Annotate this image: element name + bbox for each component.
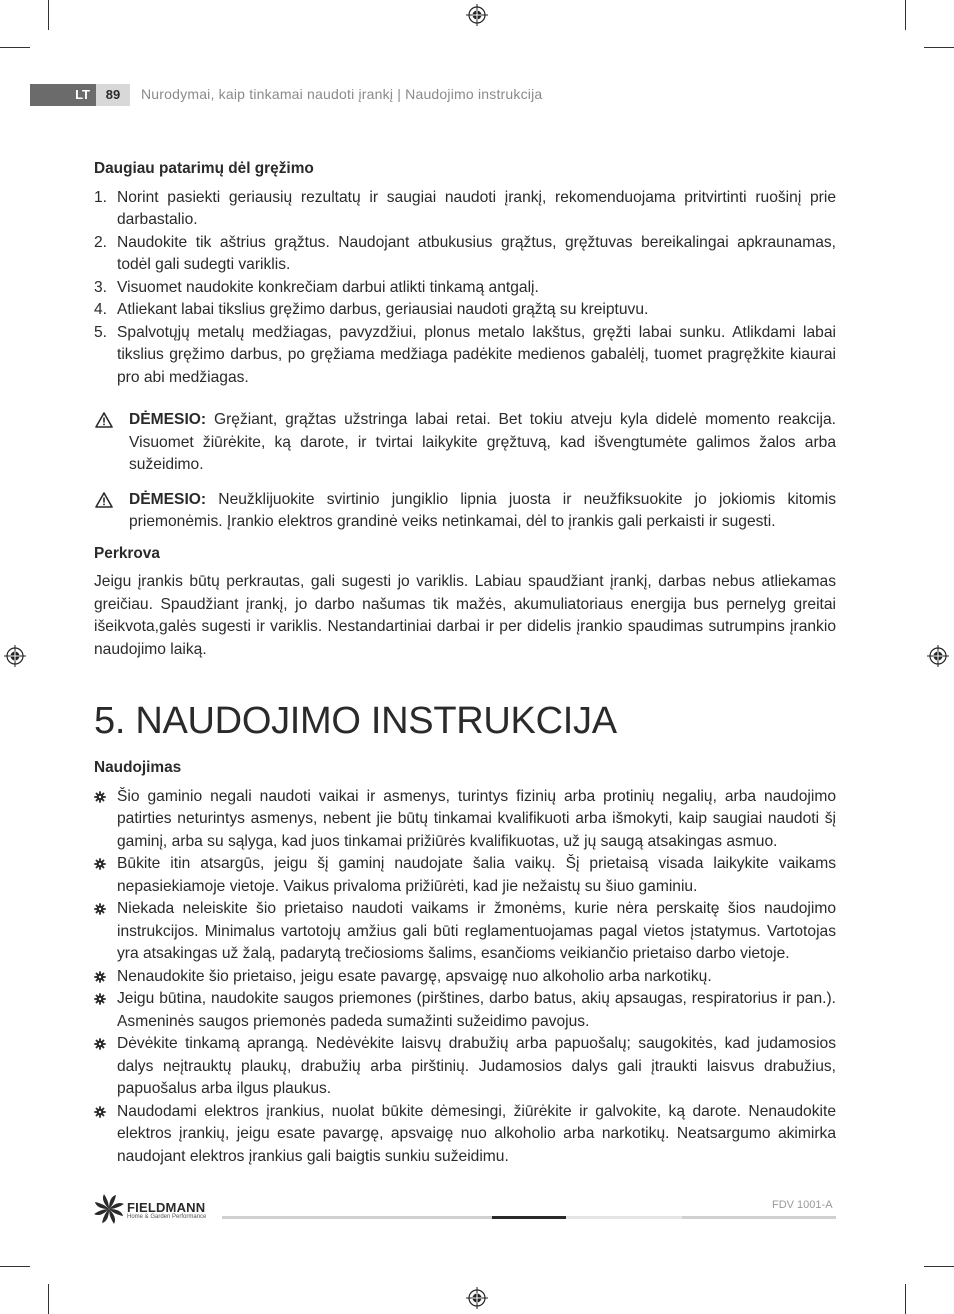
gear-bullet-icon [94,1038,106,1050]
list-item-text: Šio gaminio negali naudoti vaikai ir asmenys, turintys fizinių arba protinių negalių, arba naudojimo patirties neturintys asmenys, nebent jie būtų tinkamai kvalifikuoti arba išmokyti, kaip saugiai naudoti šį gaminį, arba su sąlyga, kad juos tinkamai prižiūrės kvalifikuotas, už jų saugą atsakingas asmuo. [117,787,836,850]
gear-bullet-icon [94,993,106,1005]
section-heading-drilling-tips: Daugiau patarimų dėl gręžimo [94,160,314,177]
warning-block [94,409,836,477]
gear-bullet-icon [94,858,106,870]
brand-tagline: Home & Garden Performance [127,1214,207,1220]
registration-mark-icon [466,1287,488,1309]
list-item-text: Atliekant labai tikslius gręžimo darbus, geriausiai naudoti grąžtą su kreiptuvu. [117,301,649,318]
list-item-text: Naudodami elektros įrankius, nuolat būkite dėmesingi, žiūrėkite ir galvokite, ką darote. Nenaudokite elektros įrankių, jeigu esate pavargę, apsvaigę nuo alkoholio arba narkotikų. Neatsargumo akimirka naudojant elektros įrankius gali baigtis sunkiu sužeidimu. [117,1102,836,1165]
list-item-text: Visuomet naudokite konkrečiam darbui atlikti tinkamą antgalį. [117,278,539,296]
crop-mark [48,1284,49,1314]
list-item [94,966,836,989]
language-tag: LT [30,84,96,106]
list-item [94,322,836,390]
gear-bullet-icon [94,791,106,803]
main-content [94,158,836,1168]
fieldmann-logo [94,1194,220,1224]
list-number: 2. [94,233,108,251]
crop-mark [905,1284,906,1314]
usage-list [94,786,836,1169]
overload-paragraph: Jeigu įrankis būtų perkrautas, gali sugesti jo variklis. Labiau spaudžiant įrankį, darbas nebus atliekamas greičiau. Spaudžiant įrankį, jo darbo našumas tik mažės, akumuliatoriaus energija bus pernelyg greitai išeikvota,galės sugesti ir variklis. Nestandartiniai darbai ir per didelis įrankio spaudimas sutrumpins įrankio naudojimo laiką. [94,573,836,658]
list-number: 4. [94,301,108,318]
page-header-bar [30,84,130,106]
crop-mark [905,0,906,30]
crop-mark [924,1266,954,1267]
brand-name: FIELDMANN [127,1200,206,1215]
crop-mark [0,1266,30,1267]
running-header-title: Nurodymai, kaip tinkamai naudoti įrankį | Naudojimo instrukcija [141,86,543,102]
section-heading-overload: Perkrova [94,544,160,562]
list-number: 5. [94,323,108,341]
footer-rule [222,1216,492,1219]
registration-mark-icon [4,645,26,667]
list-item [94,187,836,232]
warning-triangle-icon [95,492,113,508]
list-item-text: Dėvėkite tinkamą aprangą. Nedėvėkite laisvų drabužių arba papuošalų; saugokitės, kad judamosios dalys neįtrauktų plaukų, drabužių arba pirštinių. Judamosios dalys gali įtraukti laisvus drabužius, papuošalus arba ilgus plaukus. [117,1035,836,1097]
footer-rule [682,1216,836,1219]
list-item-text: Nenaudokite šio prietaiso, jeigu esate pavargę, apsvaigę nuo alkoholio arba narkotikų. [117,967,712,985]
warning-text: Gręžiant, grąžtas užstringa labai retai. Bet tokiu atveju kyla didelė momento reakcija. Visuomet žiūrėkite, ką darote, ir tvirtai laikykite gręžtuvą, kad išvengtumėte galimos žalos arba sužeidimo. [129,411,836,473]
list-item [94,299,836,322]
list-item [94,853,836,898]
warning-text: Neužklijuokite svirtinio jungiklio lipnia juosta ir neužfiksuokite jo jokiomis kitomis priemonėmis. Įrankio elektros grandinė veiks netinkamai, dėl to įrankis gali perkaisti ir sugesti. [129,490,836,530]
list-item-text: Jeigu būtina, naudokite saugos priemones (pirštines, darbo batus, akių apsaugas, respiratorius ir pan.). Asmeninės saugos priemonės padeda sumažinti sužeidimo pavojus. [117,990,836,1030]
footer-rule [492,1216,566,1219]
list-item-text: Niekada neleiskite šio prietaiso naudoti vaikams ir žmonėms, kurie nėra perskaitę šios naudojimo instrukcijos. Minimalus vartotojų amžius gali būti reglamentuojamas pagal vietos įstatymus. Vartotojas yra atsakingas už žalą, padarytą trečiosioms šalims, esančioms veikiančio prietaiso darbo vietoje. [117,900,836,962]
list-item [94,1033,836,1101]
gear-bullet-icon [94,971,106,983]
list-number: 3. [94,278,108,296]
list-item-text: Spalvotųjų metalų medžiagas, pavyzdžiui, plonus metalo lakštus, gręžti labai sunku. Atlikdami labai tikslius gręžimo darbus, po gręžiama medžiaga padėkite medienos gabalėlį, tuomet pragręžkite kiaurai pro abi medžiagas. [117,323,836,386]
crop-mark [48,0,49,30]
list-item [94,1101,836,1169]
footer-rule [566,1216,682,1219]
chapter-title: 5. NAUDOJIMO INSTRUKCIJA [94,700,617,742]
warning-label: DĖMESIO: [129,411,207,428]
warning-block [94,489,836,534]
list-item-text: Naudokite tik aštrius grąžtus. Naudojant atbukusius grąžtus, gręžtuvas bereikalingai apkraunamas, todėl gali sudegti variklis. [117,233,836,273]
list-item [94,277,836,300]
crop-mark [924,47,954,48]
gear-bullet-icon [94,1106,106,1118]
warning-label: DĖMESIO: [129,490,207,508]
warning-triangle-icon [95,412,113,428]
page-number: 89 [96,84,130,106]
list-item-text: Norint pasiekti geriausių rezultatų ir saugiai naudoti įrankį, rekomenduojama pritvirtinti ruošinį prie darbastalio. [117,188,836,228]
registration-mark-icon [927,645,949,667]
list-item [94,898,836,966]
drilling-tips-list [94,187,836,390]
registration-mark-icon [466,4,488,26]
list-item [94,232,836,277]
list-item [94,988,836,1033]
fan-logo-icon [94,1194,124,1224]
crop-mark [0,47,30,48]
list-item [94,786,836,854]
list-number: 1. [94,188,108,206]
gear-bullet-icon [94,903,106,915]
list-item-text: Būkite itin atsargūs, jeigu šį gaminį naudojate šalia vaikų. Šį prietaisą visada laikykite vaikams nepasiekiamoje vietoje. Vaikus privaloma prižiūrėti, kad jie nežaistų su šiuo gaminiu. [117,855,836,895]
model-code: FDV 1001-A [772,1199,833,1211]
section-heading-usage: Naudojimas [94,759,182,776]
